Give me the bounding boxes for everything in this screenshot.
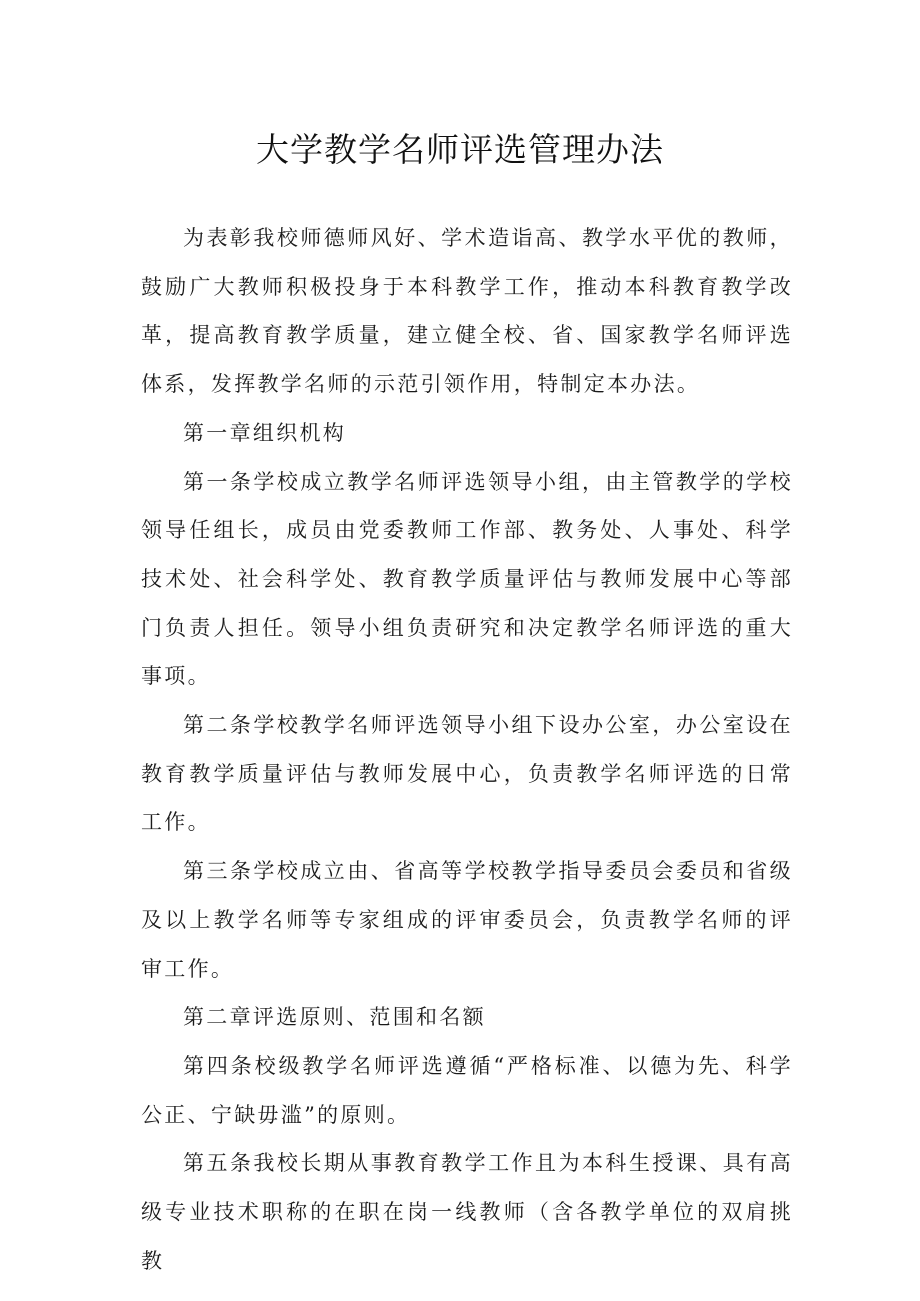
chapter-2-heading: 第二章评选原则、范围和名额 [183, 1005, 486, 1030]
chapter-1-heading: 第一章组织机构 [183, 420, 347, 445]
article-4-paragraph: 第四条校级教学名师评选遵循“严格标准、以德为先、科学公正、宁缺毋滥”的原则。 [141, 1053, 793, 1127]
article-1-paragraph: 第一条学校成立教学名师评选领导小组，由主管教学的学校领导任组长，成员由党委教师工作部、教务处、人事处、科学技术处、社会科学处、教育教学质量评估与教师发展中心等部门负责人担任。领导小组负责研究和决定教学名师评选的重大事项。 [141, 469, 793, 689]
article-5-paragraph: 第五条我校长期从事教育教学工作且为本科生授课、具有高级专业技术职称的在职在岗一线教师（含各教学单位的双肩挑教 [141, 1151, 793, 1273]
article-3-paragraph: 第三条学校成立由、省高等学校教学指导委员会委员和省级及以上教学名师等专家组成的评审委员会，负责教学名师的评审工作。 [141, 859, 793, 981]
document-title: 大学教学名师评选管理办法 [256, 130, 664, 169]
document-body [141, 214, 793, 1285]
intro-paragraph: 为表彰我校师德师风好、学术造诣高、教学水平优的教师，鼓励广大教师积极投身于本科教学工作，推动本科教育教学改革，提高教育教学质量，建立健全校、省、国家教学名师评选体系，发挥教学名师的示范引领作用，特制定本办法。 [141, 226, 793, 397]
article-2-paragraph: 第二条学校教学名师评选领导小组下设办公室，办公室设在教育教学质量评估与教师发展中心，负责教学名师评选的日常工作。 [141, 713, 793, 835]
